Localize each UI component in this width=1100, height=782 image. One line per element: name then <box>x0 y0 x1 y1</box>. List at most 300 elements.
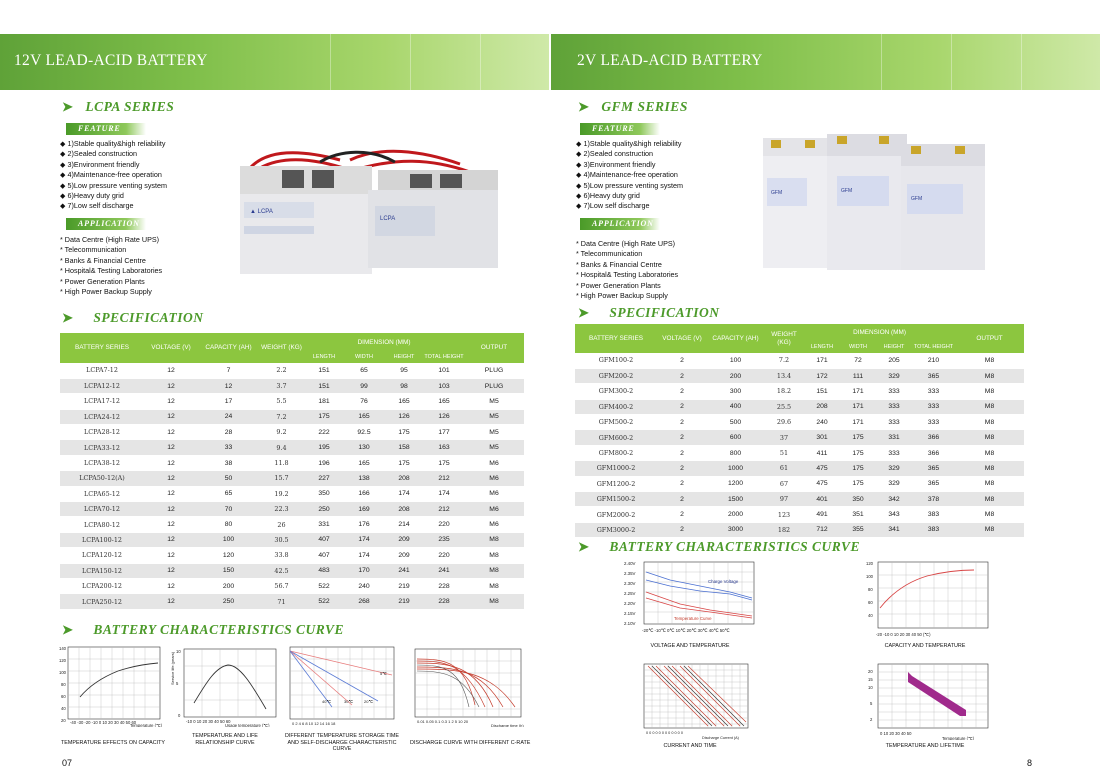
table-cell: M8 <box>955 492 1024 507</box>
table-cell: 12 <box>144 409 198 424</box>
table-row <box>60 455 524 470</box>
table-cell: 12 <box>144 363 198 378</box>
table-cell: 333 <box>876 384 912 399</box>
col-voltage: VOLTAGE (V) <box>144 333 198 363</box>
left-feature-item: ◆ 7)Low self discharge <box>60 201 134 211</box>
table-cell: LCPA50-12(A) <box>60 471 144 486</box>
table-cell: 51 <box>764 445 804 460</box>
table-cell: 240 <box>804 415 840 430</box>
table-cell: LCPA120-12 <box>60 548 144 563</box>
temperature-lifetime-chart <box>862 660 992 740</box>
table-row <box>575 476 1024 491</box>
table-cell: 365 <box>912 461 955 476</box>
svg-text:10: 10 <box>176 649 181 654</box>
table-cell: 30.5 <box>259 532 304 547</box>
table-cell: GFM1000-2 <box>575 461 657 476</box>
table-cell: 171 <box>840 384 876 399</box>
table-cell: LCPA100-12 <box>60 532 144 547</box>
left-feature-item: ◆ 2)Sealed construction <box>60 149 138 159</box>
table-row <box>60 578 524 593</box>
left-application-item: * Hospital& Testing Laboratories <box>60 266 163 276</box>
table-cell: 483 <box>304 563 344 578</box>
table-cell: 333 <box>912 399 955 414</box>
col-total-height: TOTAL HEIGHT <box>912 342 955 353</box>
capacity-temperature-chart <box>862 558 992 640</box>
left-page-number: 07 <box>62 758 73 768</box>
gfm-spec-table <box>575 324 1024 538</box>
svg-text:Service life (years): Service life (years) <box>170 651 175 685</box>
table-cell: 65 <box>344 363 384 378</box>
table-cell: 95 <box>384 363 424 378</box>
table-cell: 1200 <box>707 476 764 491</box>
table-cell: GFM200-2 <box>575 368 657 383</box>
table-cell: 365 <box>912 476 955 491</box>
table-cell: 26 <box>259 517 304 532</box>
col-output: OUTPUT <box>464 333 524 363</box>
table-row <box>575 384 1024 399</box>
svg-text:40: 40 <box>868 613 873 618</box>
table-cell: 158 <box>384 440 424 455</box>
table-cell: 475 <box>804 476 840 491</box>
table-cell: M8 <box>955 368 1024 383</box>
table-cell: 3000 <box>707 522 764 537</box>
table-row <box>60 409 524 424</box>
table-cell: 100 <box>198 532 259 547</box>
table-cell: 11.8 <box>259 455 304 470</box>
table-cell: 2 <box>657 522 707 537</box>
table-cell: 7.2 <box>259 409 304 424</box>
table-cell: 28 <box>198 425 259 440</box>
table-cell: M5 <box>464 425 524 440</box>
table-cell: 208 <box>384 502 424 517</box>
table-cell: PLUG <box>464 363 524 378</box>
table-cell: 15.7 <box>259 471 304 486</box>
svg-text:2.10V: 2.10V <box>624 621 636 626</box>
left-feature-list <box>60 139 167 212</box>
svg-text:100: 100 <box>866 574 873 579</box>
table-cell: LCPA200-12 <box>60 578 144 593</box>
right-feature-item: ◆ 4)Maintenance-free operation <box>576 170 678 180</box>
table-cell: 227 <box>304 471 344 486</box>
svg-text:140: 140 <box>59 646 66 651</box>
table-cell: M8 <box>955 384 1024 399</box>
right-feature-item: ◆ 7)Low self discharge <box>576 201 650 211</box>
svg-text:60: 60 <box>61 694 66 699</box>
table-cell: LCPA80-12 <box>60 517 144 532</box>
svg-text:30℃: 30℃ <box>344 699 353 704</box>
table-cell: M8 <box>955 430 1024 445</box>
table-cell: 210 <box>912 353 955 368</box>
table-cell: GFM400-2 <box>575 399 657 414</box>
table-cell: GFM300-2 <box>575 384 657 399</box>
table-cell: M8 <box>464 563 524 578</box>
table-cell: M8 <box>464 578 524 593</box>
table-cell: 99 <box>344 378 384 393</box>
table-cell: 2 <box>657 353 707 368</box>
table-cell: M8 <box>464 548 524 563</box>
svg-text:0 2 4 6 8 10 12 14 16 18: 0 2 4 6 8 10 12 14 16 18 <box>292 721 336 726</box>
table-cell: 333 <box>876 445 912 460</box>
table-cell: 300 <box>707 384 764 399</box>
table-cell: 329 <box>876 461 912 476</box>
table-cell: 22.3 <box>259 502 304 517</box>
table-cell: 100 <box>707 353 764 368</box>
svg-text:80: 80 <box>61 682 66 687</box>
col-capacity: CAPACITY (AH) <box>198 333 259 363</box>
table-cell: GFM2000-2 <box>575 507 657 522</box>
svg-text:Discharge time (h): Discharge time (h) <box>491 723 524 727</box>
table-cell: 171 <box>840 415 876 430</box>
table-cell: 9.4 <box>259 440 304 455</box>
table-row <box>60 486 524 501</box>
svg-text:5℃: 5℃ <box>380 671 387 676</box>
table-cell: 411 <box>804 445 840 460</box>
table-cell: 333 <box>912 415 955 430</box>
col-capacity: CAPACITY (AH) <box>707 324 764 353</box>
left-caption-2: TEMPERATURE AND LIFE RELATIONSHIP CURVE <box>192 733 258 746</box>
table-cell: 195 <box>304 440 344 455</box>
table-row <box>60 425 524 440</box>
left-application-list <box>60 235 162 297</box>
table-cell: 219 <box>384 594 424 609</box>
col-weight: WEIGHT (KG) <box>259 333 304 363</box>
table-cell: 71 <box>259 594 304 609</box>
svg-text:5: 5 <box>870 701 873 706</box>
right-application-item: * Data Centre (High Rate UPS) <box>576 239 676 248</box>
table-cell: GFM500-2 <box>575 415 657 430</box>
table-cell: M8 <box>955 399 1024 414</box>
col-length: LENGTH <box>804 342 840 353</box>
right-feature-item: ◆ 1)Stable quality&high reliability <box>576 139 682 148</box>
svg-text:20: 20 <box>868 669 873 674</box>
svg-text:40: 40 <box>61 706 66 711</box>
table-cell: 2 <box>657 430 707 445</box>
right-page-number: 8 <box>1027 758 1033 768</box>
table-row <box>575 445 1024 460</box>
table-row <box>575 415 1024 430</box>
table-cell: 268 <box>344 594 384 609</box>
svg-text:Temperature Curve: Temperature Curve <box>674 616 712 621</box>
table-row <box>60 548 524 563</box>
table-row <box>575 522 1024 537</box>
svg-text:0 10 20 30 40 50: 0 10 20 30 40 50 <box>880 731 912 736</box>
table-cell: 200 <box>707 368 764 383</box>
svg-text:LCPA: LCPA <box>380 216 396 222</box>
table-cell: 165 <box>424 394 464 409</box>
col-voltage: VOLTAGE (V) <box>657 324 707 353</box>
table-cell: 175 <box>840 445 876 460</box>
table-cell: 103 <box>424 378 464 393</box>
table-cell: LCPA250-12 <box>60 594 144 609</box>
table-cell: 101 <box>424 363 464 378</box>
table-cell: 170 <box>344 563 384 578</box>
table-cell: 18.2 <box>764 384 804 399</box>
table-cell: 400 <box>707 399 764 414</box>
table-cell: LCPA150-12 <box>60 563 144 578</box>
table-row <box>575 399 1024 414</box>
discharge-c-rate-chart <box>405 645 525 727</box>
table-cell: 130 <box>344 440 384 455</box>
table-cell: 13.4 <box>764 368 804 383</box>
table-cell: 222 <box>304 425 344 440</box>
table-cell: 38 <box>198 455 259 470</box>
svg-text:10: 10 <box>868 685 873 690</box>
svg-text:40℃: 40℃ <box>322 699 331 704</box>
table-cell: 205 <box>876 353 912 368</box>
table-cell: 172 <box>804 368 840 383</box>
table-cell: 2 <box>657 415 707 430</box>
svg-text:2: 2 <box>870 717 873 722</box>
table-cell: 72 <box>840 353 876 368</box>
right-banner-title: 2V LEAD-ACID BATTERY <box>577 52 763 69</box>
svg-text:20: 20 <box>61 718 66 723</box>
right-feature-item: ◆ 5)Low pressure venting system <box>576 180 684 190</box>
lcpa-spec-table <box>60 333 524 610</box>
left-banner <box>0 34 549 90</box>
svg-text:-10 0 10 20 30 40 50 60: -10 0 10 20 30 40 50 60 <box>186 719 231 724</box>
table-cell: 165 <box>344 409 384 424</box>
left-caption-3: DIFFERENT TEMPERATURE STORAGE TIME AND SELF-DISCHARGE CHARACTERISTIC CURVE <box>285 733 399 752</box>
table-cell: LCPA33-12 <box>60 440 144 455</box>
table-cell: 169 <box>344 502 384 517</box>
table-cell: M8 <box>464 594 524 609</box>
table-cell: 151 <box>304 363 344 378</box>
table-cell: 350 <box>304 486 344 501</box>
left-series-title: ➤ LCPA SERIES <box>62 99 175 114</box>
table-cell: M6 <box>464 486 524 501</box>
table-cell: 800 <box>707 445 764 460</box>
right-banner <box>551 34 1100 90</box>
right-feature-item: ◆ 6)Heavy duty grid <box>576 191 640 201</box>
table-cell: 151 <box>304 378 344 393</box>
current-time-chart <box>632 660 752 740</box>
table-cell: 219 <box>384 578 424 593</box>
table-row <box>575 507 1024 522</box>
table-cell: 12 <box>144 455 198 470</box>
right-application-item: * Banks & Financial Centre <box>576 259 662 269</box>
table-cell: 2 <box>657 492 707 507</box>
left-feature-item: ◆ 6)Heavy duty grid <box>60 191 124 201</box>
table-cell: 171 <box>840 399 876 414</box>
col-length: LENGTH <box>304 352 344 363</box>
table-cell: 342 <box>876 492 912 507</box>
table-cell: 12 <box>144 486 198 501</box>
table-cell: 12 <box>144 502 198 517</box>
table-cell: 174 <box>344 532 384 547</box>
table-cell: 1000 <box>707 461 764 476</box>
table-cell: M6 <box>464 502 524 517</box>
table-cell: 50 <box>198 471 259 486</box>
table-cell: 209 <box>384 548 424 563</box>
table-cell: 12 <box>144 394 198 409</box>
table-row <box>60 363 524 378</box>
table-cell: 150 <box>198 563 259 578</box>
svg-text:5: 5 <box>176 681 179 686</box>
table-cell: 331 <box>304 517 344 532</box>
table-row <box>60 594 524 609</box>
table-cell: 175 <box>384 455 424 470</box>
table-cell: 174 <box>384 486 424 501</box>
table-cell: 212 <box>424 471 464 486</box>
col-battery-series: BATTERY SERIES <box>575 324 657 353</box>
svg-text:2.15V: 2.15V <box>624 611 636 616</box>
table-cell: 111 <box>840 368 876 383</box>
table-cell: 209 <box>384 532 424 547</box>
svg-text:20℃: 20℃ <box>364 699 373 704</box>
table-cell: 17 <box>198 394 259 409</box>
table-cell: GFM1200-2 <box>575 476 657 491</box>
left-feature-label: FEATURE <box>66 123 146 135</box>
table-cell: 383 <box>912 522 955 537</box>
col-height: HEIGHT <box>876 342 912 353</box>
left-feature-item: ◆ 1)Stable quality&high reliability <box>60 139 166 148</box>
table-cell: M8 <box>955 353 1024 368</box>
table-cell: 475 <box>804 461 840 476</box>
table-cell: 2 <box>657 461 707 476</box>
right-application-item: * High Power Backup Supply <box>576 291 668 301</box>
col-output: OUTPUT <box>955 324 1024 353</box>
table-row <box>60 563 524 578</box>
table-cell: 37 <box>764 430 804 445</box>
left-banner-title: 12V LEAD-ACID BATTERY <box>14 52 208 69</box>
table-cell: 29.6 <box>764 415 804 430</box>
table-cell: 80 <box>198 517 259 532</box>
table-cell: 2000 <box>707 507 764 522</box>
table-cell: 56.7 <box>259 578 304 593</box>
table-cell: 12 <box>144 517 198 532</box>
right-feature-list <box>576 139 683 212</box>
gfm-battery-image <box>755 128 990 273</box>
right-feature-item: ◆ 3)Environment friendly <box>576 159 656 169</box>
svg-text:2.40V: 2.40V <box>624 561 636 566</box>
svg-text:GFM: GFM <box>841 188 853 194</box>
table-cell: 12 <box>198 378 259 393</box>
table-cell: 333 <box>876 399 912 414</box>
table-cell: M5 <box>464 409 524 424</box>
table-cell: 175 <box>840 476 876 491</box>
table-cell: 2 <box>657 384 707 399</box>
table-cell: 712 <box>804 522 840 537</box>
table-cell: 138 <box>344 471 384 486</box>
table-cell: 19.2 <box>259 486 304 501</box>
table-cell: M8 <box>464 532 524 547</box>
table-cell: 126 <box>384 409 424 424</box>
table-cell: 407 <box>304 532 344 547</box>
table-cell: LCPA65-12 <box>60 486 144 501</box>
table-row <box>60 502 524 517</box>
svg-text:100: 100 <box>59 670 66 675</box>
table-cell: 12 <box>144 563 198 578</box>
svg-text:80: 80 <box>868 587 873 592</box>
table-cell: 176 <box>344 517 384 532</box>
table-cell: 355 <box>840 522 876 537</box>
table-row <box>60 471 524 486</box>
right-caption-1: VOLTAGE AND TEMPERATURE <box>650 643 730 649</box>
table-cell: 175 <box>424 455 464 470</box>
table-cell: 165 <box>344 455 384 470</box>
svg-text:Temperature (℃): Temperature (℃) <box>130 723 163 727</box>
table-cell: 12 <box>144 378 198 393</box>
table-cell: 98 <box>384 378 424 393</box>
left-feature-item: ◆ 5)Low pressure venting system <box>60 180 168 190</box>
table-cell: 2 <box>657 476 707 491</box>
table-cell: LCPA28-12 <box>60 425 144 440</box>
table-cell: 70 <box>198 502 259 517</box>
table-cell: M5 <box>464 394 524 409</box>
table-cell: 182 <box>764 522 804 537</box>
table-cell: GFM100-2 <box>575 353 657 368</box>
table-cell: 123 <box>764 507 804 522</box>
table-cell: 2 <box>657 445 707 460</box>
table-cell: LCPA7-12 <box>60 363 144 378</box>
table-cell: M6 <box>464 471 524 486</box>
table-cell: 220 <box>424 517 464 532</box>
lcpa-battery-image <box>230 140 505 275</box>
table-cell: 25.5 <box>764 399 804 414</box>
table-cell: 7 <box>198 363 259 378</box>
svg-text:2.30V: 2.30V <box>624 581 636 586</box>
table-cell: GFM3000-2 <box>575 522 657 537</box>
table-cell: PLUG <box>464 378 524 393</box>
left-application-item: * Banks & Financial Centre <box>60 255 146 265</box>
right-feature-label: FEATURE <box>580 123 660 135</box>
table-cell: 333 <box>876 415 912 430</box>
table-cell: 12 <box>144 471 198 486</box>
table-row <box>60 378 524 393</box>
table-cell: 67 <box>764 476 804 491</box>
table-cell: 171 <box>804 353 840 368</box>
table-cell: LCPA24-12 <box>60 409 144 424</box>
table-cell: 151 <box>804 384 840 399</box>
table-cell: M8 <box>955 445 1024 460</box>
table-cell: 165 <box>384 394 424 409</box>
table-cell: 329 <box>876 476 912 491</box>
right-caption-3: CURRENT AND TIME <box>663 743 717 749</box>
left-application-item: * Data Centre (High Rate UPS) <box>60 235 160 244</box>
table-cell: 365 <box>912 368 955 383</box>
table-cell: 97 <box>764 492 804 507</box>
table-cell: 331 <box>876 430 912 445</box>
col-height: HEIGHT <box>384 352 424 363</box>
table-cell: 407 <box>304 548 344 563</box>
table-row <box>575 461 1024 476</box>
table-cell: 2 <box>657 399 707 414</box>
left-application-item: * Power Generation Plants <box>60 276 145 286</box>
table-cell: 174 <box>424 486 464 501</box>
voltage-temperature-chart <box>620 558 760 640</box>
table-cell: 350 <box>840 492 876 507</box>
table-cell: LCPA38-12 <box>60 455 144 470</box>
table-cell: 212 <box>424 502 464 517</box>
table-cell: 378 <box>912 492 955 507</box>
table-cell: 341 <box>876 522 912 537</box>
table-cell: 343 <box>876 507 912 522</box>
table-cell: 61 <box>764 461 804 476</box>
table-cell: 250 <box>304 502 344 517</box>
table-cell: LCPA17-12 <box>60 394 144 409</box>
table-cell: 42.5 <box>259 563 304 578</box>
table-cell: 33 <box>198 440 259 455</box>
table-cell: 522 <box>304 578 344 593</box>
right-spec-title: ➤ SPECIFICATION <box>578 305 720 320</box>
storage-self-discharge-chart <box>282 645 400 727</box>
svg-text:0.01 0.05 0.1 0.3 1 2 5 10 20: 0.01 0.05 0.1 0.3 1 2 5 10 20 <box>417 719 469 724</box>
table-cell: M8 <box>955 522 1024 537</box>
table-cell: 351 <box>840 507 876 522</box>
table-cell: 12 <box>144 425 198 440</box>
table-cell: 12 <box>144 440 198 455</box>
col-total-height: TOTAL HEIGHT <box>424 352 464 363</box>
